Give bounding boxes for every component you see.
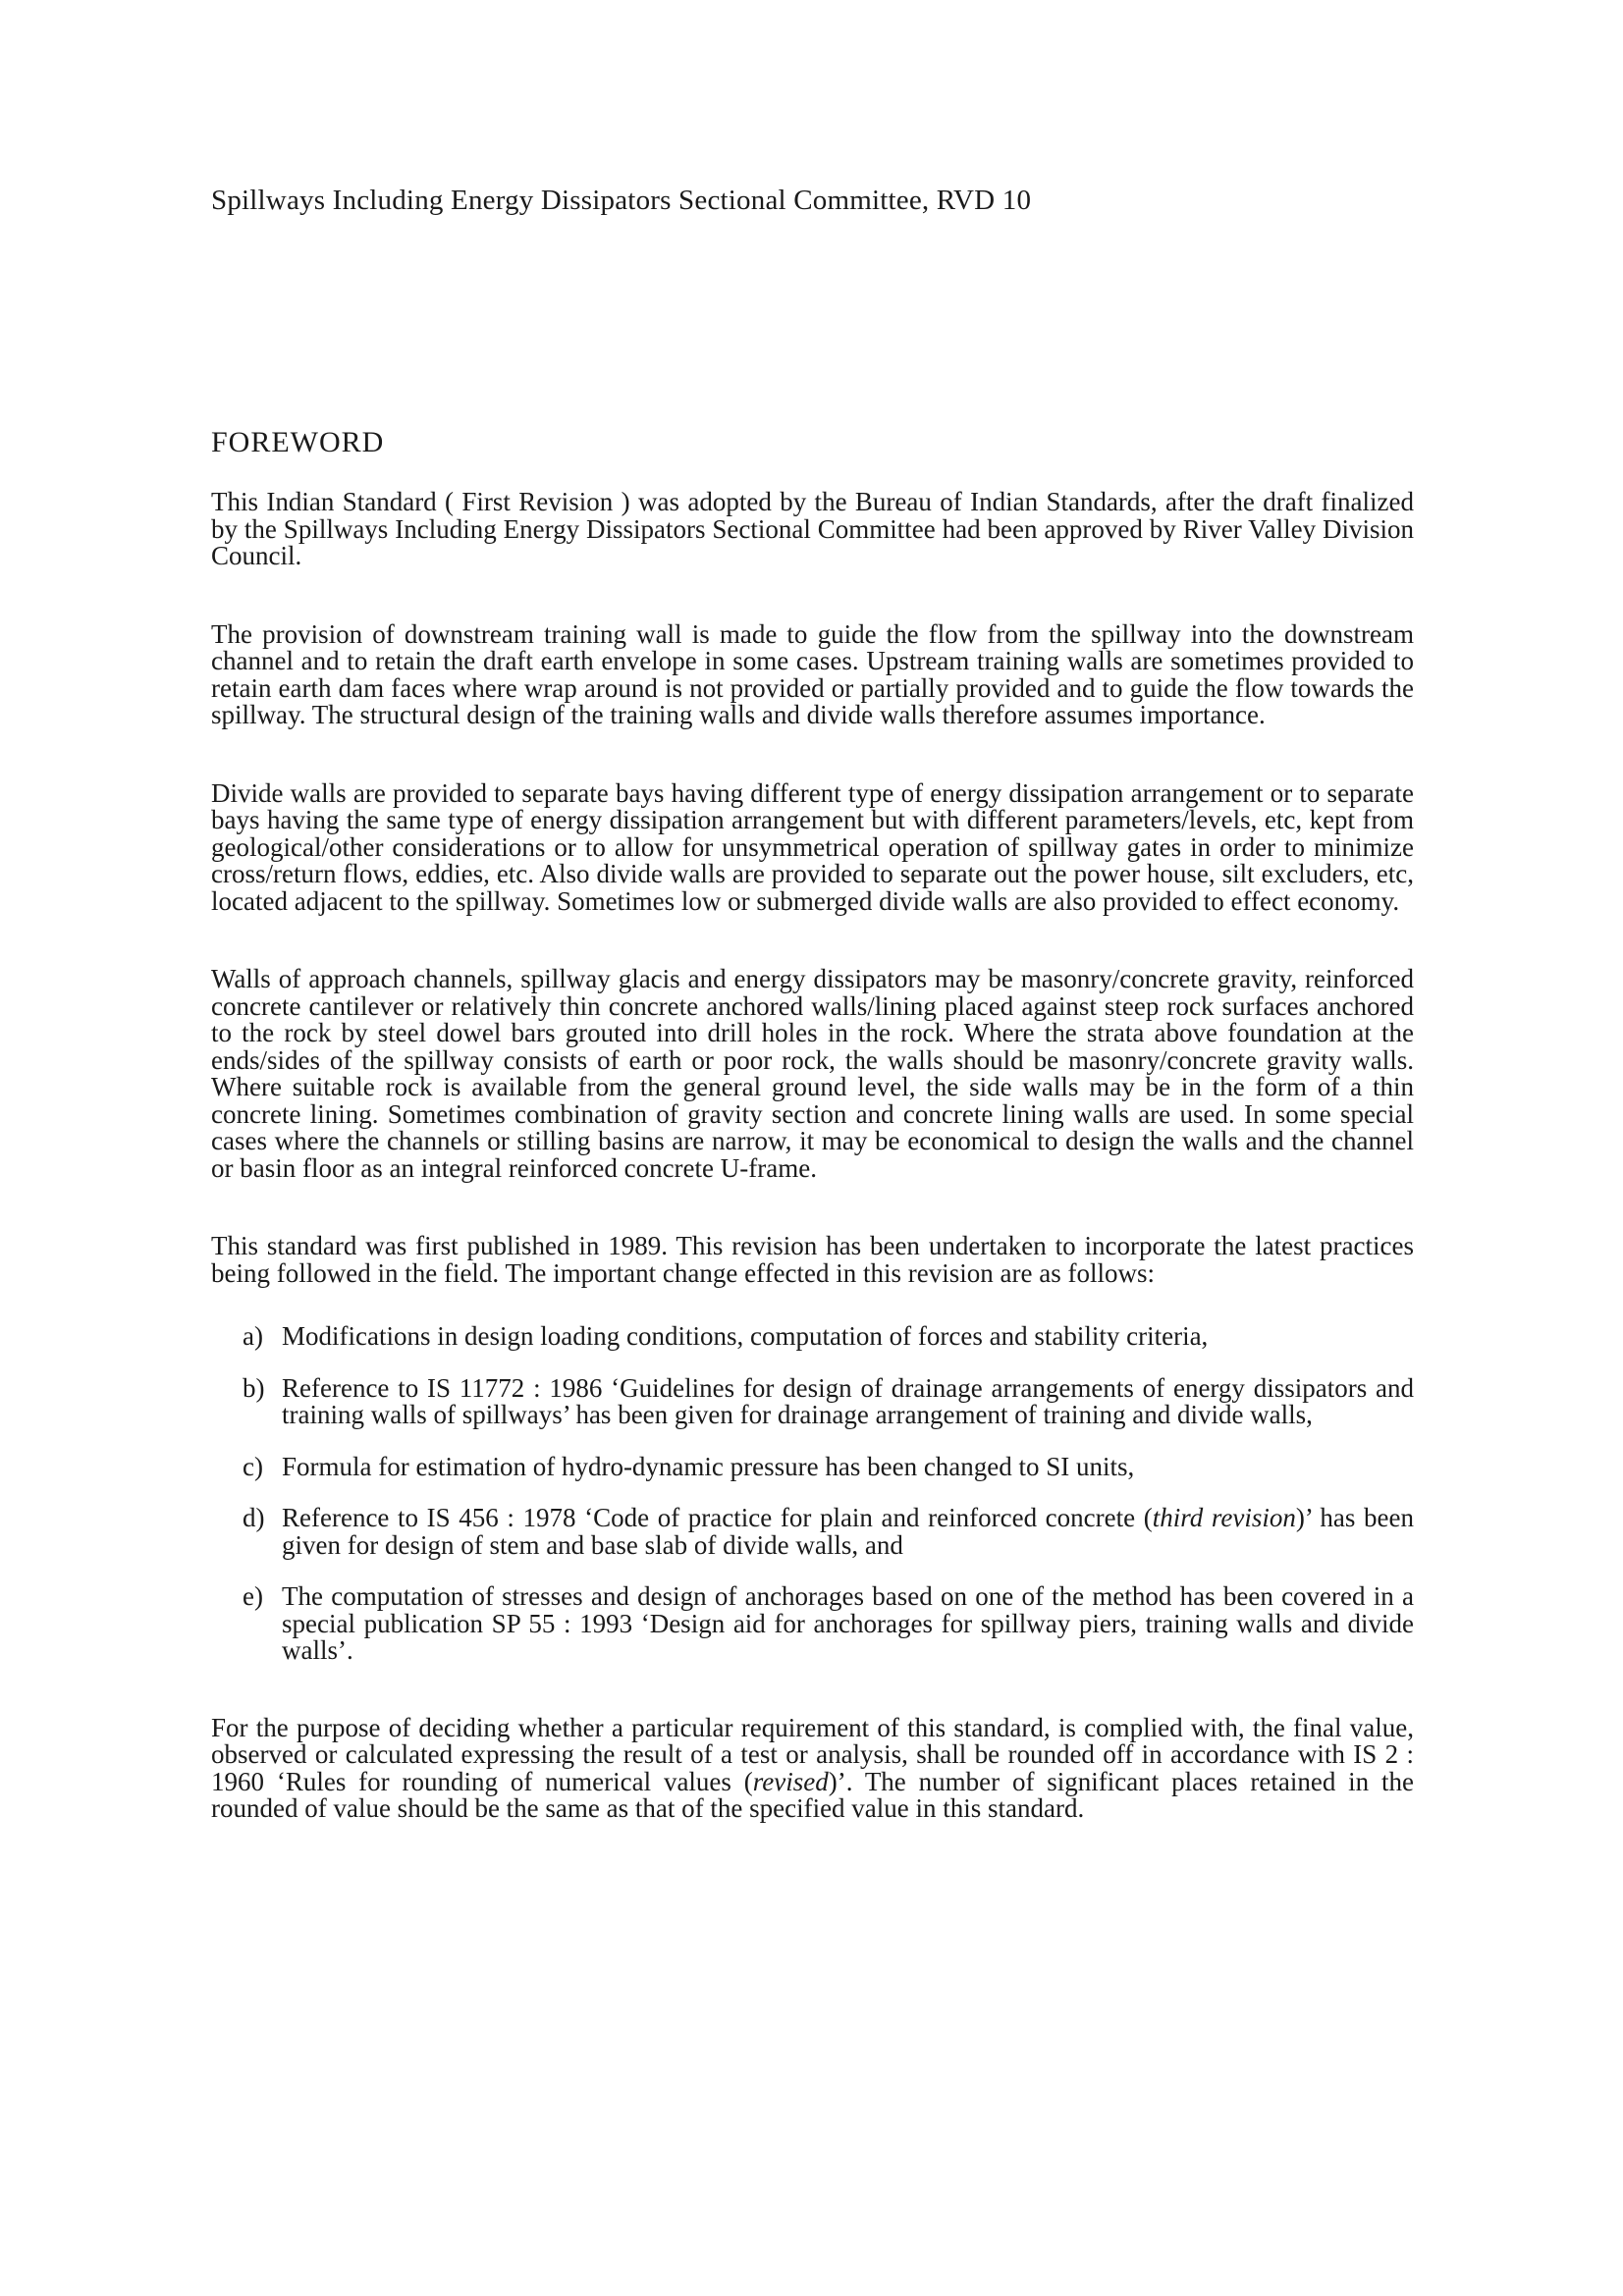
- list-marker: c): [243, 1451, 263, 1481]
- rounding-text-part: )’. The number of significant places retained in the rounded of value should be the same as that of the specified value in this standard.: [211, 1766, 1415, 1823]
- paragraph-wall-types: Walls of approach channels, spillway glacis and energy dissipators may be masonry/concrete gravity, reinforced concrete cantilever or relatively thin concrete anchored walls/lining placed against steep rock surfaces anchored to the rock by steel dowel bars grouted into drill holes in the rock. Where the strata above foundation at the ends/sides of the spillway consists of earth or poor rock, the walls should be masonry/concrete gravity walls. Where suitable rock is available from the general ground level, the side walls may be in the form of a thin concrete lining. Sometimes combination of gravity section and concrete lining walls are used. In some special cases where the channels or stilling basins are narrow, it may be economical to design the walls and the channel or basin floor as an integral reinforced concrete U-frame.: [211, 964, 1414, 1183]
- paragraph-revision: This standard was first published in 1989. This revision has been undertaken to incorporate the latest practices being followed in the field. The important change effected in this revision are as follows:: [211, 1231, 1414, 1288]
- list-item: [211, 1372, 1414, 1429]
- paragraph-divide-walls: Divide walls are provided to separate bays having different type of energy dissipation arrangement or to separate bays having the same type of energy dissipation arrangement but with different parameters/levels, etc, kept from geological/other considerations or to allow for unsymmetrical operation of spillway gates in order to minimize cross/return flows, eddies, etc. Also divide walls are provided to separate out the power house, silt excluders, etc, located adjacent to the spillway. Sometimes low or submerged divide walls are also provided to effect economy.: [211, 777, 1414, 916]
- list-item-text: Reference to IS 11772 : 1986 ‘Guidelines for design of drainage arrangements of energy dissipators and training walls of spillways’ has been given for drainage arrangement of training and divide walls,: [282, 1372, 1414, 1429]
- list-item-text: The computation of stresses and design of anchorages based on one of the method has been covered in a special publication SP 55 : 1993 ‘Design aid for anchorages for spillway piers, training walls and divide walls’.: [282, 1581, 1414, 1665]
- foreword-body: [211, 489, 1414, 1823]
- list-item-text: Modifications in design loading conditions, computation of forces and stability criteria,: [282, 1321, 1209, 1351]
- list-item: [211, 1583, 1414, 1665]
- list-item-text: [282, 1505, 1414, 1559]
- rounding-italic: revised: [752, 1766, 829, 1796]
- list-item-italic: third revision: [1152, 1503, 1296, 1532]
- list-item-text-part: Reference to IS 456 : 1978 ‘Code of practice for plain and reinforced concrete (: [282, 1503, 1153, 1532]
- list-item: [211, 1323, 1414, 1351]
- list-marker: d): [243, 1503, 265, 1532]
- list-item: [211, 1451, 1414, 1481]
- paragraph-training-walls: The provision of downstream training wall is made to guide the flow from the spillway into the downstream channel and to retain the draft earth envelope in some cases. Upstream training walls are sometimes provided to retain earth dam faces where wrap around is not provided or partially provided and to guide the flow towards the spillway. The structural design of the training walls and divide walls therefore assumes importance.: [211, 618, 1414, 729]
- changes-list: [211, 1323, 1414, 1665]
- paragraph-rounding: [211, 1712, 1415, 1823]
- paragraph-adoption: This Indian Standard ( First Revision ) was adopted by the Bureau of Indian Standards, after the draft finalized by the Spillways Including Energy Dissipators Sectional Committee had been approved by River Valley Division Council.: [211, 487, 1414, 570]
- rounding-text-part: For the purpose of deciding whether a particular requirement of this standard, is complied with, the final value, observed or calculated expressing the result of a test or analysis, shall be rounded off in accordance with IS 2 : 1960 ‘Rules for rounding of numerical values (: [211, 1712, 1414, 1796]
- list-item-text: Formula for estimation of hydro-dynamic pressure has been changed to SI units,: [282, 1451, 1135, 1481]
- list-item-text-part: )’ has been given for design of stem and base slab of divide walls, and: [282, 1503, 1415, 1560]
- foreword-heading: FOREWORD: [211, 426, 385, 458]
- list-item: [211, 1505, 1414, 1559]
- list-marker: a): [243, 1321, 263, 1351]
- list-marker: e): [243, 1581, 263, 1611]
- committee-line: Spillways Including Energy Dissipators Sectional Committee, RVD 10: [211, 185, 1032, 216]
- list-marker: b): [243, 1372, 265, 1403]
